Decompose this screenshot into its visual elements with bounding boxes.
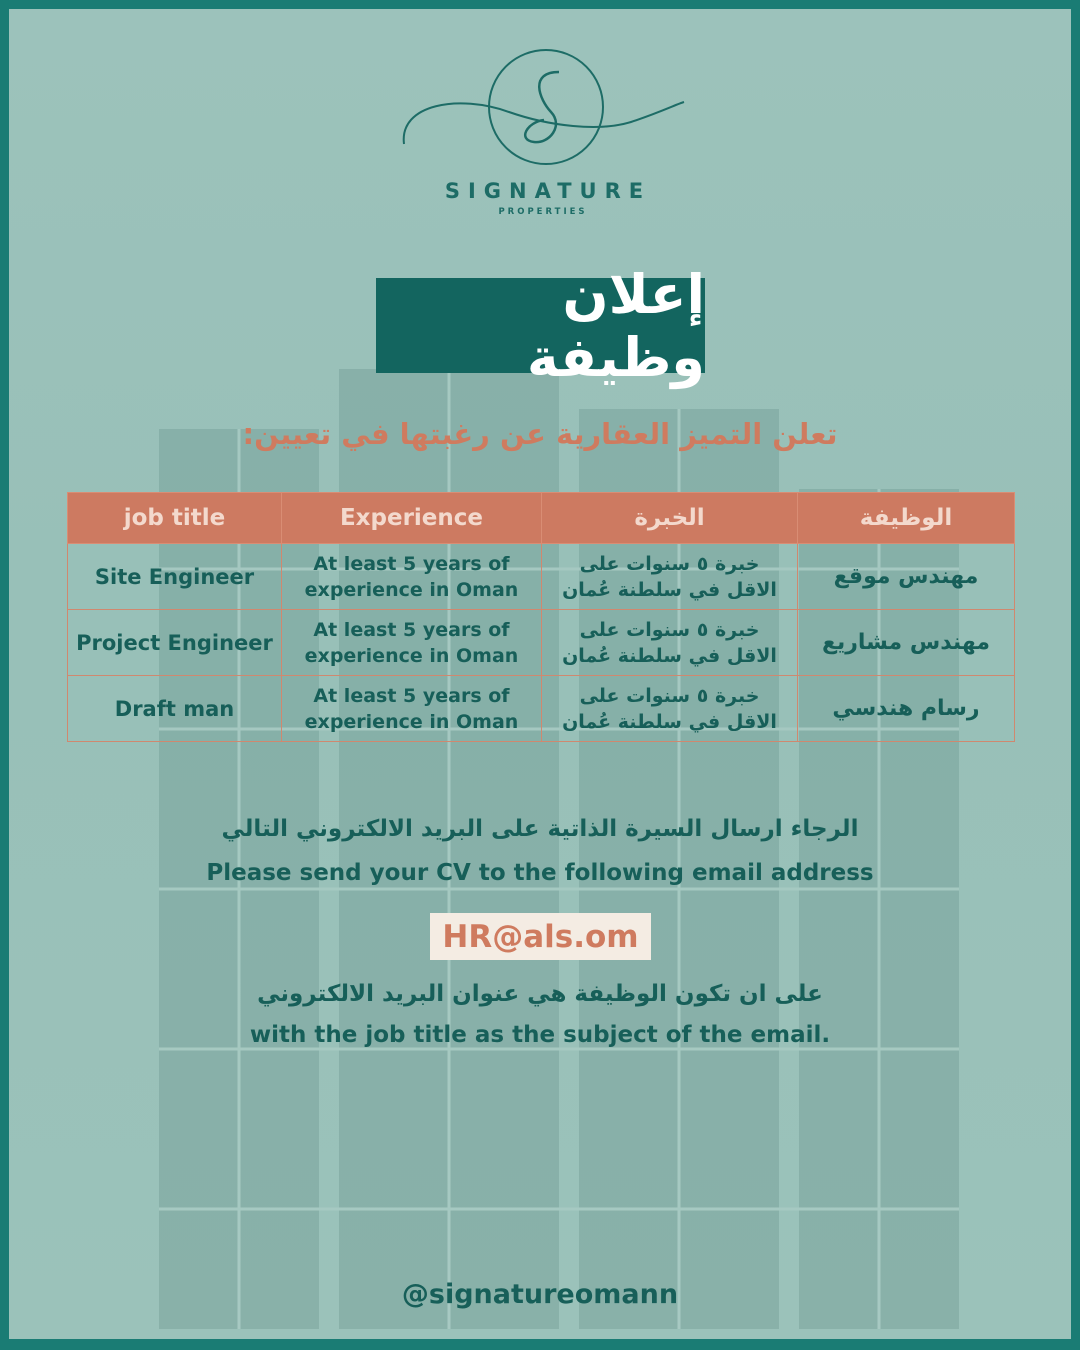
experience-ar-line: خبرة ٥ سنوات على (579, 552, 760, 575)
brand-name: SIGNATURE (444, 179, 652, 203)
headline-text: إعلان وظيفة (526, 262, 705, 389)
job-title-cell: Draft man (68, 676, 282, 742)
experience-line: At least 5 years of (313, 552, 510, 575)
table-row (68, 544, 1015, 610)
table-header-row (68, 493, 1015, 544)
table-row (68, 610, 1015, 676)
experience-cell (282, 676, 542, 742)
subject-english: with the job title as the subject of the email. (249, 1022, 831, 1048)
experience-line: At least 5 years of (313, 684, 510, 707)
experience-line: experience in Oman (304, 578, 519, 601)
experience-ar-line: الاقل في سلطنة عُمان (562, 578, 777, 601)
experience-line: experience in Oman (304, 644, 519, 667)
job-title-ar-cell: رسام هندسي (798, 676, 1015, 742)
experience-ar-cell (542, 610, 798, 676)
brand-subtitle: PROPERTIES (498, 207, 588, 217)
header-job-title: job title (68, 493, 282, 544)
experience-line: experience in Oman (304, 710, 519, 733)
subheadline: تعلن التميز العقارية عن رغبتها في تعيين: (242, 417, 838, 451)
job-title-ar-cell: مهندس موقع (798, 544, 1015, 610)
experience-line: At least 5 years of (313, 618, 510, 641)
experience-ar-line: الاقل في سلطنة عُمان (562, 710, 777, 733)
headline-banner (376, 262, 705, 389)
experience-ar-line: الاقل في سلطنة عُمان (562, 644, 777, 667)
job-title-cell: Project Engineer (68, 610, 282, 676)
jobs-table (67, 492, 1015, 742)
experience-ar-line: خبرة ٥ سنوات على (579, 684, 760, 707)
header-experience: Experience (282, 493, 542, 544)
social-handle[interactable]: @signatureomann (401, 1279, 679, 1310)
table-row (68, 676, 1015, 742)
job-title-ar-cell: مهندس مشاريع (798, 610, 1015, 676)
header-experience-ar: الخبرة (542, 493, 798, 544)
experience-cell (282, 610, 542, 676)
email-box (430, 913, 651, 960)
experience-cell (282, 544, 542, 610)
send-cv-english: Please send your CV to the following email address (206, 860, 874, 886)
header-job-title-ar: الوظيفة (798, 493, 1015, 544)
experience-ar-cell (542, 676, 798, 742)
send-cv-arabic: الرجاء ارسال السيرة الذاتية على البريد الالكتروني التالي (221, 816, 859, 842)
subject-arabic: على ان تكون الوظيفة هي عنوان البريد الالكتروني (257, 981, 823, 1007)
experience-ar-cell (542, 544, 798, 610)
experience-ar-line: خبرة ٥ سنوات على (579, 618, 760, 641)
job-title-cell: Site Engineer (68, 544, 282, 610)
email-link[interactable]: HR@als.om (442, 918, 639, 955)
signature-logo-icon (399, 44, 689, 234)
job-ad-poster (9, 9, 1071, 1339)
